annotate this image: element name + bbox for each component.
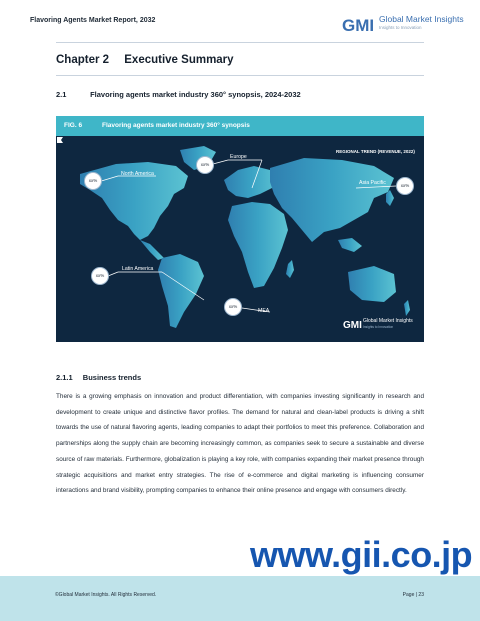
continent-africa [228, 202, 288, 288]
continent-central-america [140, 240, 164, 260]
continent-south-america [158, 254, 204, 328]
chapter-divider [56, 75, 424, 76]
map-logo-mark-icon [343, 316, 363, 332]
report-title: Flavoring Agents Market Report, 2032 [30, 17, 156, 24]
continent-asia [270, 158, 394, 242]
header-divider [56, 42, 424, 43]
trend-flag-icon [56, 136, 64, 145]
gmi-logo-mark-icon [341, 12, 377, 36]
business-trends-paragraph: There is a growing emphasis on innovation and product differentiation, with companies investing significantly in research and development to create unique and distinctive flavor profiles. The demand for natural and clean-label products is driving a shift towards the use of natural flavoring agents, leading companies to adapt their portfolios to meet this preference. Collaboration and partnerships along the supply chain are becoming increasingly common, as companies seek to secure a sustainable and diverse source of raw materials. Furthermore, globalization is playing a key role, with companies expanding their market presence through strategic acquisitions and market entry strategies. The rise of e-commerce and digital marketing is influencing consumer interactions and brand visibility, prompting companies to enhance their online presence and engage with consumers directly. [56, 393, 424, 495]
label-latin-america: Latin America [122, 266, 154, 272]
figure-title: Flavoring agents market industry 360° synopsis [102, 122, 250, 129]
bubble-latin-america: xx% [91, 267, 109, 285]
watermark-link[interactable]: www.gii.co.jp [250, 534, 473, 575]
section-number: 2.1 [56, 90, 67, 99]
label-north-america: North America [121, 171, 154, 177]
chapter-number: Chapter 2 [56, 54, 110, 66]
label-europe: Europe [230, 154, 247, 160]
figure-label: FIG. 6 [64, 122, 83, 129]
map-logo-tagline: Insights to Innovation [363, 325, 394, 329]
continent-southeast-asia [338, 238, 362, 252]
world-map-infographic [56, 136, 424, 342]
subsection-number: 2.1.1 [56, 373, 73, 382]
continent-madagascar [286, 260, 294, 278]
bubble-mea: xx% [224, 298, 242, 316]
label-asia-pacific: Asia Pacific [359, 180, 386, 186]
continent-australia [348, 266, 396, 302]
logo-tagline: Insights to Innovation [379, 25, 422, 30]
bubble-asia-pacific: xx% [396, 177, 414, 195]
chapter-heading [56, 54, 234, 66]
logo-name: Global Market Insights [379, 14, 464, 24]
gmi-logo [341, 12, 464, 36]
bubble-europe: xx% [196, 156, 214, 174]
footer-copyright: ©Global Market Insights. All Rights Reserved. [55, 592, 157, 598]
section-title: Flavoring agents market industry 360° synopsis, 2024-2032 [90, 90, 301, 99]
chapter-title: Executive Summary [124, 54, 234, 66]
map-gmi-logo [343, 316, 419, 334]
continent-new-zealand [404, 300, 410, 316]
page-header [0, 0, 480, 42]
label-mea: MEA [258, 308, 270, 314]
gmi-logo-mark: GMI [342, 16, 375, 35]
figure-caption-bar [56, 116, 424, 136]
section-heading [56, 90, 301, 99]
footer-page-number: Page | 23 [402, 592, 424, 598]
subsection-heading [56, 373, 141, 382]
continent-japan [386, 190, 394, 206]
regional-trend-label: REGIONAL TREND (REVENUE, 2022) [336, 149, 415, 154]
continent-europe [224, 166, 278, 198]
page-footer [0, 576, 480, 621]
map-logo-mark: GMI [343, 320, 362, 331]
subsection-title: Business trends [82, 373, 142, 382]
bubble-north-america: xx% [84, 172, 102, 190]
map-logo-name: Global Market Insights [363, 318, 413, 324]
